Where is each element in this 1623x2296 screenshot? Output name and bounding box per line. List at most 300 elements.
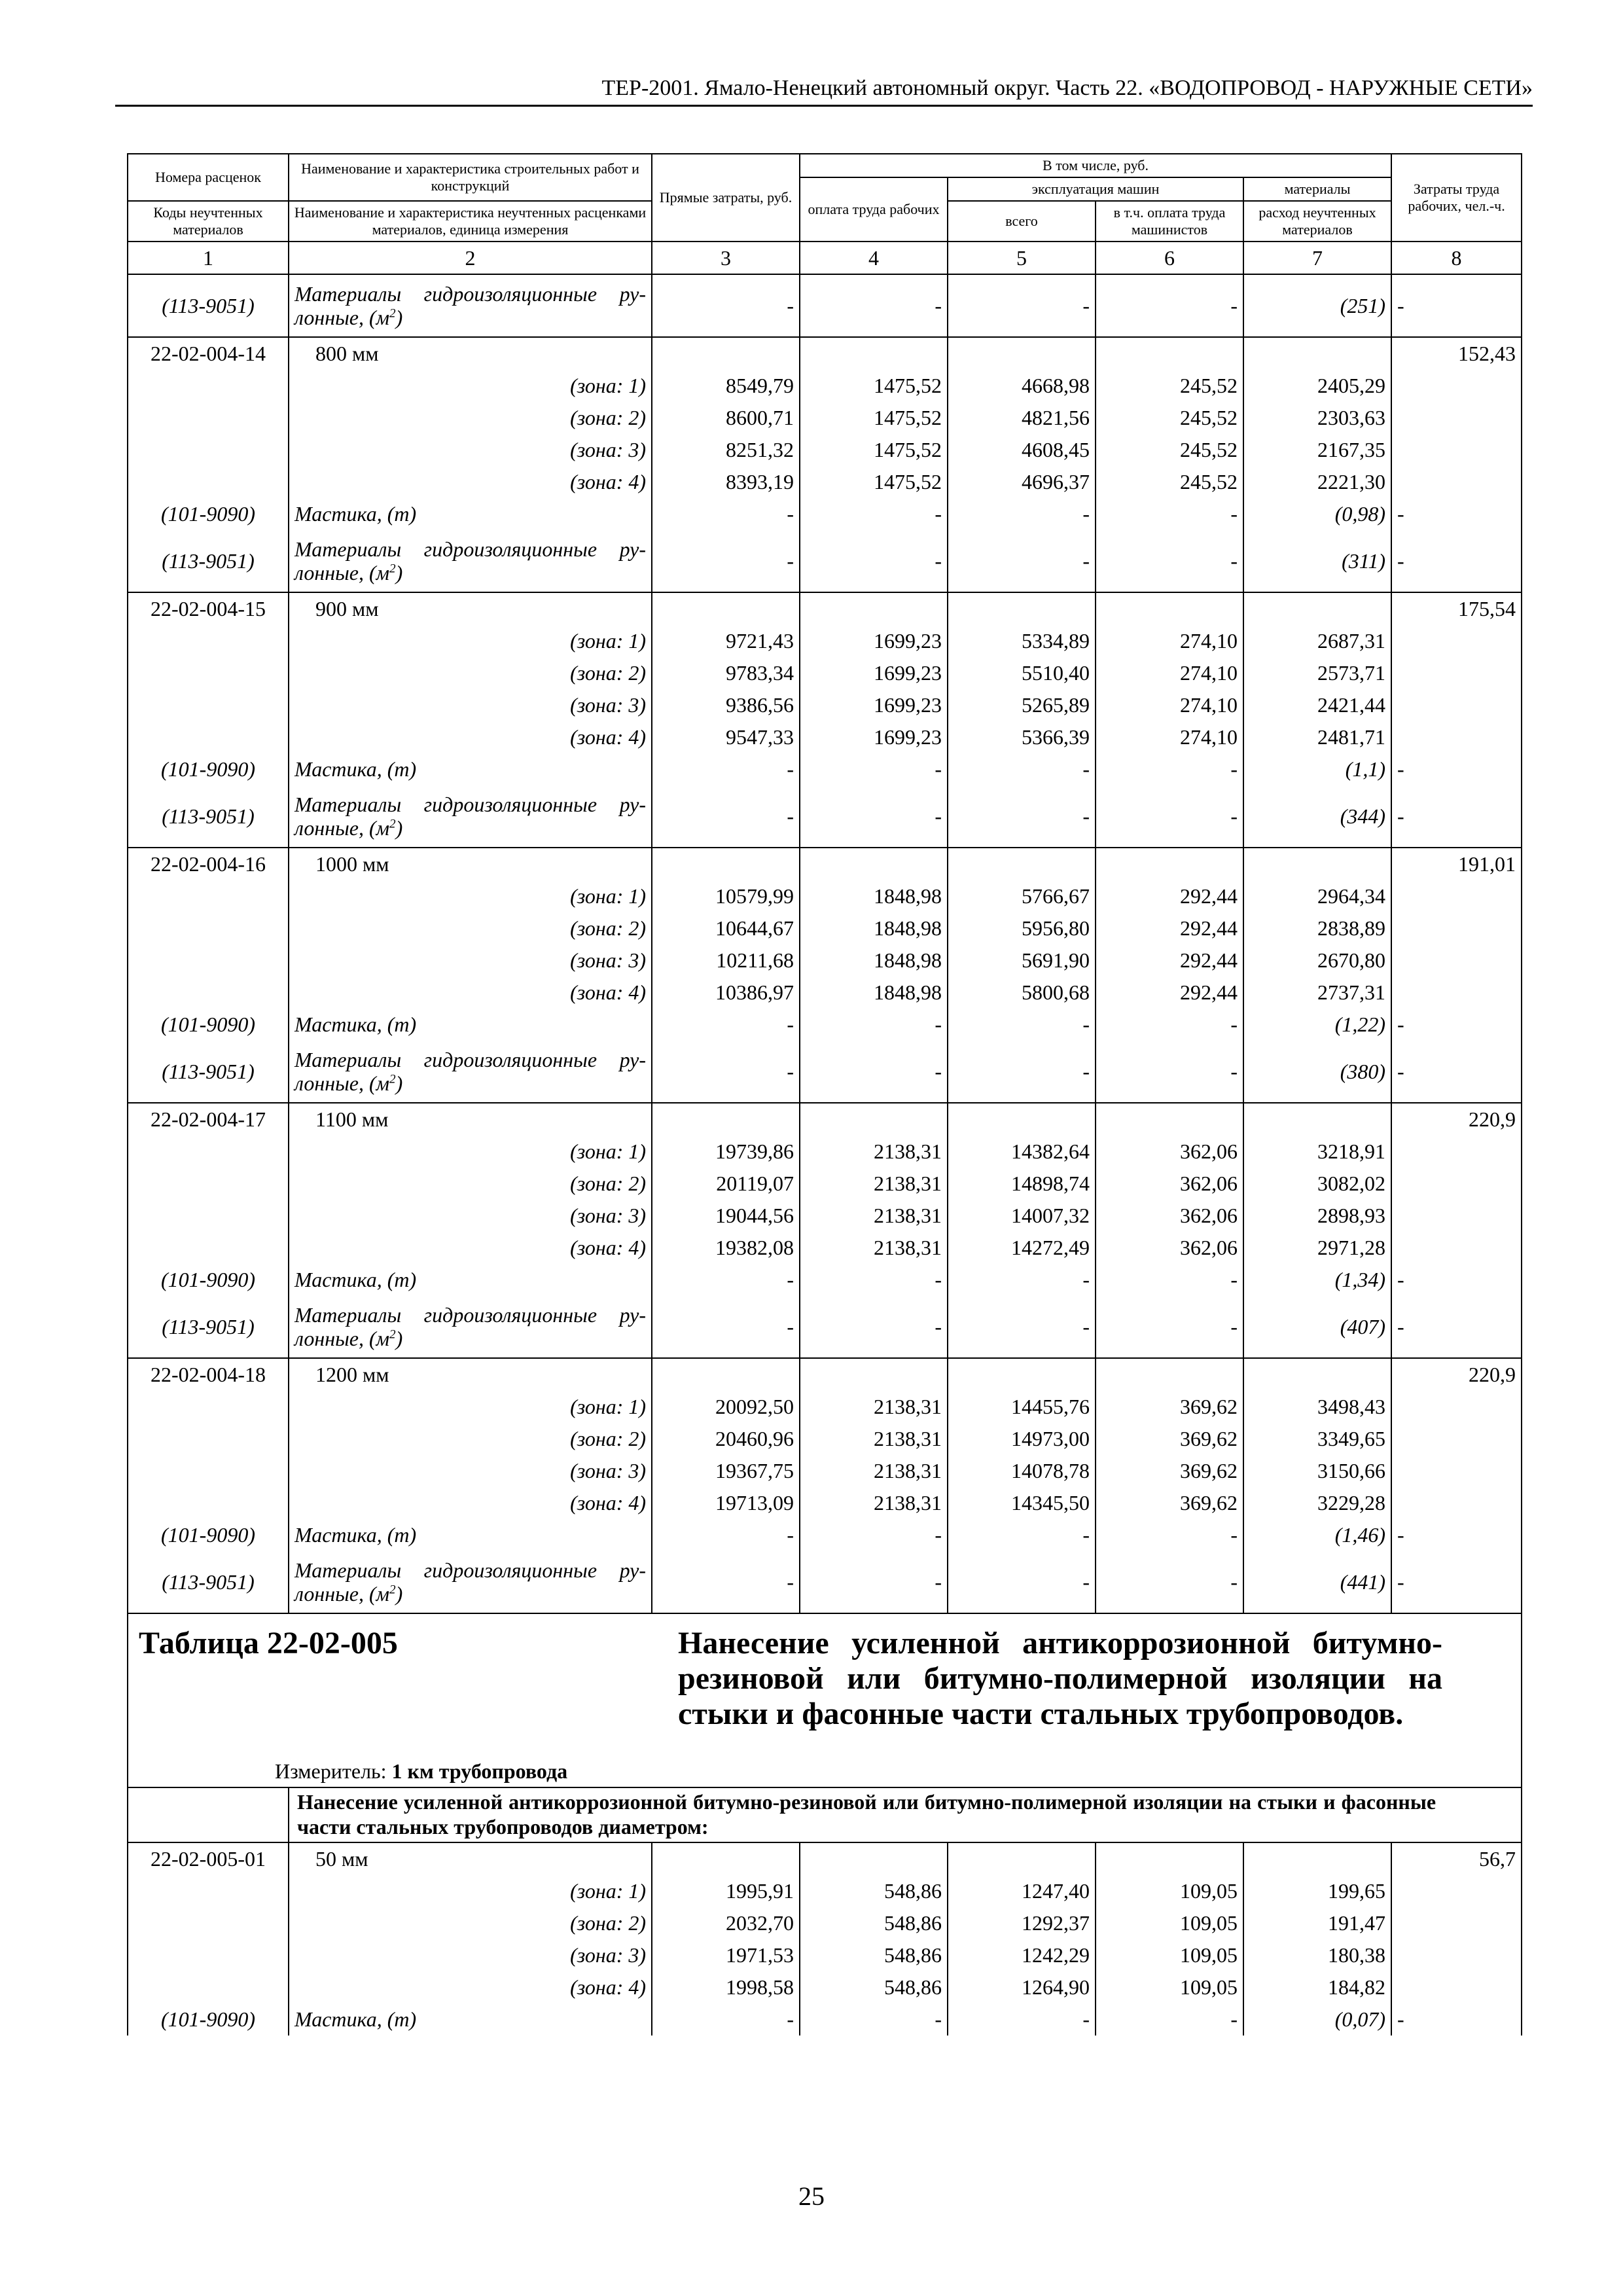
cell-material-amount: (311)	[1243, 530, 1391, 592]
empty-cell	[128, 689, 289, 721]
empty-cell	[652, 337, 800, 370]
zone-label: (зона: 1)	[289, 370, 652, 402]
cell-material-amount: (0,98)	[1243, 498, 1391, 530]
empty-cell	[948, 848, 1096, 880]
empty-cell	[128, 466, 289, 498]
cell-machinist-pay: 245,52	[1096, 402, 1243, 434]
col-index: 1	[128, 242, 289, 274]
empty-cell	[800, 1358, 948, 1391]
empty-cell	[1096, 1358, 1243, 1391]
column-index-row	[128, 242, 1522, 274]
zone-label: (зона: 1)	[289, 1136, 652, 1168]
zone-label: (зона: 3)	[289, 434, 652, 466]
cell-material-amount: (380)	[1243, 1041, 1391, 1103]
cell-materials: 2971,28	[1243, 1232, 1391, 1264]
cell-machinist-pay: 274,10	[1096, 657, 1243, 689]
empty-cell	[128, 657, 289, 689]
cell-materials: 2838,89	[1243, 912, 1391, 944]
zone-row	[128, 1168, 1522, 1200]
material-code: (113-9051)	[128, 274, 289, 337]
cell-worker-pay: -	[800, 530, 948, 592]
cell-direct-cost: -	[652, 1264, 800, 1296]
cell-worker-pay: 2138,31	[800, 1232, 948, 1264]
empty-cell	[1391, 944, 1522, 977]
head-labor: Затраты труда рабочих, чел.-ч.	[1391, 154, 1522, 242]
material-row	[128, 530, 1522, 592]
zone-row	[128, 944, 1522, 977]
cell-labor: 191,01	[1391, 848, 1522, 880]
head-machines-total: всего	[948, 201, 1096, 242]
empty-cell	[800, 1103, 948, 1136]
col-index: 2	[289, 242, 652, 274]
empty-cell	[1391, 657, 1522, 689]
empty-cell	[652, 592, 800, 625]
zone-row	[128, 1487, 1522, 1519]
cell-labor: -	[1391, 1296, 1522, 1358]
empty-cell	[948, 1103, 1096, 1136]
empty-cell	[128, 370, 289, 402]
cell-direct-cost: 1995,91	[652, 1875, 800, 1907]
material-row	[128, 1009, 1522, 1041]
zone-label: (зона: 4)	[289, 1487, 652, 1519]
cell-machines-total: 4668,98	[948, 370, 1096, 402]
empty-cell	[1391, 880, 1522, 912]
material-name: Мастика, (т)	[289, 498, 652, 530]
zone-label: (зона: 1)	[289, 1875, 652, 1907]
cell-machinist-pay: -	[1096, 2003, 1243, 2036]
cell-machines-total: -	[948, 1041, 1096, 1103]
cell-materials: 2303,63	[1243, 402, 1391, 434]
material-code: (113-9051)	[128, 785, 289, 848]
zone-label: (зона: 2)	[289, 1907, 652, 1939]
cell-worker-pay: 548,86	[800, 1971, 948, 2003]
zone-label: (зона: 3)	[289, 689, 652, 721]
cell-machines-total: -	[948, 2003, 1096, 2036]
cell-machinist-pay: 274,10	[1096, 721, 1243, 753]
cell-materials: 3229,28	[1243, 1487, 1391, 1519]
cell-machinist-pay: 245,52	[1096, 370, 1243, 402]
head-materials: материалы	[1243, 177, 1391, 201]
material-name: Материалы гидроизоляционные ру-лонные, $(м^2)$	[289, 1551, 652, 1613]
head-material-codes: Коды неучтенных материалов	[128, 201, 289, 242]
zone-row	[128, 1875, 1522, 1907]
rate-row	[128, 337, 1522, 370]
cell-worker-pay: 1699,23	[800, 721, 948, 753]
empty-cell	[652, 848, 800, 880]
cell-worker-pay: 1848,98	[800, 944, 948, 977]
rate-code: 22-02-004-15	[128, 592, 289, 625]
cell-labor: -	[1391, 530, 1522, 592]
cell-machines-total: 5956,80	[948, 912, 1096, 944]
zone-row	[128, 912, 1522, 944]
cell-worker-pay: 2138,31	[800, 1455, 948, 1487]
cell-worker-pay: -	[800, 1264, 948, 1296]
empty-cell	[1391, 1423, 1522, 1455]
zone-row	[128, 625, 1522, 657]
zone-row	[128, 402, 1522, 434]
zone-row	[128, 1907, 1522, 1939]
cell-materials: 3498,43	[1243, 1391, 1391, 1423]
cell-direct-cost: 9547,33	[652, 721, 800, 753]
cell-labor: 220,9	[1391, 1358, 1522, 1391]
material-name: Материалы гидроизоляционные ру-лонные, $(м^2)$	[289, 785, 652, 848]
cell-materials: 191,47	[1243, 1907, 1391, 1939]
empty-cell	[128, 1232, 289, 1264]
cell-machinist-pay: -	[1096, 498, 1243, 530]
cell-direct-cost: 19382,08	[652, 1232, 800, 1264]
material-code: (113-9051)	[128, 1296, 289, 1358]
material-code: (113-9051)	[128, 530, 289, 592]
zone-label: (зона: 1)	[289, 1391, 652, 1423]
cell-machinist-pay: -	[1096, 1041, 1243, 1103]
empty-cell	[1391, 466, 1522, 498]
empty-cell	[1391, 1487, 1522, 1519]
empty-cell	[800, 337, 948, 370]
cell-machinist-pay: 362,06	[1096, 1136, 1243, 1168]
cell-worker-pay: -	[800, 1519, 948, 1551]
empty-cell	[1391, 1200, 1522, 1232]
empty-cell	[1096, 1842, 1243, 1875]
cell-worker-pay: 548,86	[800, 1907, 948, 1939]
header-title: ТЕР-2001. Ямало-Ненецкий автономный округ. Часть 22. «ВОДОПРОВОД - НАРУЖНЫЕ СЕТИ»	[601, 76, 1533, 100]
cell-material-amount: (1,34)	[1243, 1264, 1391, 1296]
zone-label: (зона: 1)	[289, 880, 652, 912]
cell-machines-total: -	[948, 498, 1096, 530]
cell-direct-cost: 8251,32	[652, 434, 800, 466]
cell-machinist-pay: 369,62	[1096, 1455, 1243, 1487]
cell-direct-cost: -	[652, 785, 800, 848]
cell-machinist-pay: -	[1096, 1264, 1243, 1296]
cell-labor: 56,7	[1391, 1842, 1522, 1875]
cell-direct-cost: 20092,50	[652, 1391, 800, 1423]
cell-labor: 220,9	[1391, 1103, 1522, 1136]
empty-cell	[128, 1971, 289, 2003]
zone-label: (зона: 3)	[289, 1455, 652, 1487]
zone-label: (зона: 3)	[289, 1200, 652, 1232]
zone-row	[128, 1423, 1522, 1455]
cell-direct-cost: -	[652, 1041, 800, 1103]
empty-cell	[128, 402, 289, 434]
cell-materials: 2573,71	[1243, 657, 1391, 689]
material-name: Мастика, (т)	[289, 2003, 652, 2036]
empty-cell	[1096, 592, 1243, 625]
cell-material-amount: (1,46)	[1243, 1519, 1391, 1551]
cell-machines-total: -	[948, 1519, 1096, 1551]
cell-machines-total: 14345,50	[948, 1487, 1096, 1519]
rate-row	[128, 1358, 1522, 1391]
rate-row	[128, 592, 1522, 625]
empty-cell	[1391, 402, 1522, 434]
empty-cell	[128, 944, 289, 977]
material-code: (101-9090)	[128, 498, 289, 530]
zone-label: (зона: 1)	[289, 625, 652, 657]
cell-worker-pay: 2138,31	[800, 1168, 948, 1200]
cell-machines-total: 5334,89	[948, 625, 1096, 657]
empty-cell	[1391, 1455, 1522, 1487]
zone-label: (зона: 4)	[289, 466, 652, 498]
cell-labor: -	[1391, 1041, 1522, 1103]
cell-machinist-pay: -	[1096, 530, 1243, 592]
cell-machinist-pay: 292,44	[1096, 912, 1243, 944]
cell-direct-cost: -	[652, 2003, 800, 2036]
zone-row	[128, 721, 1522, 753]
cell-machinist-pay: 109,05	[1096, 1939, 1243, 1971]
zone-row	[128, 657, 1522, 689]
rate-name: 1100 мм	[289, 1103, 652, 1136]
cell-worker-pay: 1848,98	[800, 912, 948, 944]
material-code: (101-9090)	[128, 1009, 289, 1041]
cell-worker-pay: 1848,98	[800, 880, 948, 912]
cell-direct-cost: 10579,99	[652, 880, 800, 912]
cell-worker-pay: 1475,52	[800, 466, 948, 498]
table-number: Таблица 22-02-005	[139, 1626, 398, 1660]
rate-code: 22-02-004-18	[128, 1358, 289, 1391]
zone-row	[128, 466, 1522, 498]
cell-machinist-pay: 362,06	[1096, 1232, 1243, 1264]
cell-worker-pay: -	[800, 498, 948, 530]
cell-materials: 184,82	[1243, 1971, 1391, 2003]
cell-machines-total: 5265,89	[948, 689, 1096, 721]
head-direct-cost: Прямые затраты, руб.	[652, 154, 800, 242]
cell-machines-total: 14382,64	[948, 1136, 1096, 1168]
cell-direct-cost: 9386,56	[652, 689, 800, 721]
cell-direct-cost: 19713,09	[652, 1487, 800, 1519]
material-row	[128, 1551, 1522, 1613]
cell-machinist-pay: 369,62	[1096, 1391, 1243, 1423]
cell-machinist-pay: 274,10	[1096, 689, 1243, 721]
cell-machines-total: 5800,68	[948, 977, 1096, 1009]
empty-cell	[128, 977, 289, 1009]
rate-name: 50 мм	[289, 1842, 652, 1875]
zone-row	[128, 977, 1522, 1009]
cell-material-amount: (1,1)	[1243, 753, 1391, 785]
rate-row	[128, 848, 1522, 880]
rate-code: 22-02-004-14	[128, 337, 289, 370]
cell-direct-cost: 20119,07	[652, 1168, 800, 1200]
page-number: 25	[798, 2181, 825, 2211]
cell-worker-pay: 2138,31	[800, 1391, 948, 1423]
cell-labor: 152,43	[1391, 337, 1522, 370]
empty-cell	[948, 1358, 1096, 1391]
cell-machines-total: 14455,76	[948, 1391, 1096, 1423]
zone-label: (зона: 3)	[289, 944, 652, 977]
cell-materials: 2737,31	[1243, 977, 1391, 1009]
cell-direct-cost: -	[652, 498, 800, 530]
zone-label: (зона: 3)	[289, 1939, 652, 1971]
cell-direct-cost: -	[652, 1551, 800, 1613]
cell-material-amount: (251)	[1243, 274, 1391, 337]
empty-cell	[1243, 337, 1391, 370]
cell-machinist-pay: 362,06	[1096, 1168, 1243, 1200]
table-body	[128, 274, 1522, 1613]
cell-machines-total: -	[948, 785, 1096, 848]
cell-worker-pay: 2138,31	[800, 1423, 948, 1455]
cell-worker-pay: -	[800, 1296, 948, 1358]
cell-machines-total: 4696,37	[948, 466, 1096, 498]
head-material-names: Наименование и характеристика неучтенных расценками материалов, единица измерения	[289, 201, 652, 242]
rate-row	[128, 1842, 1522, 1875]
cell-worker-pay: -	[800, 753, 948, 785]
cell-labor: -	[1391, 1519, 1522, 1551]
empty-cell	[652, 1103, 800, 1136]
cell-machines-total: 4821,56	[948, 402, 1096, 434]
cell-worker-pay: 1475,52	[800, 434, 948, 466]
cell-machinist-pay: 109,05	[1096, 1971, 1243, 2003]
rate-code: 22-02-005-01	[128, 1842, 289, 1875]
cell-worker-pay: -	[800, 2003, 948, 2036]
zone-row	[128, 1455, 1522, 1487]
table-body-2	[128, 1842, 1522, 2036]
zone-label: (зона: 2)	[289, 1423, 652, 1455]
material-name: Мастика, (т)	[289, 1264, 652, 1296]
empty-cell	[128, 434, 289, 466]
zone-row	[128, 434, 1522, 466]
material-name: Материалы гидроизоляционные ру-лонные, $(м^2)$	[289, 274, 652, 337]
empty-cell	[1391, 912, 1522, 944]
cell-labor: -	[1391, 785, 1522, 848]
empty-cell	[1391, 434, 1522, 466]
zone-row	[128, 1200, 1522, 1232]
cell-worker-pay: -	[800, 785, 948, 848]
cell-worker-pay: 1699,23	[800, 689, 948, 721]
empty-cell	[1391, 1168, 1522, 1200]
measure-value: 1 км трубопровода	[391, 1759, 568, 1783]
empty-cell	[128, 880, 289, 912]
cell-direct-cost: 9783,34	[652, 657, 800, 689]
empty-cell	[1243, 848, 1391, 880]
empty-cell	[800, 592, 948, 625]
zone-row	[128, 1939, 1522, 1971]
cell-worker-pay: -	[800, 274, 948, 337]
empty-cell	[128, 1907, 289, 1939]
empty-cell	[1243, 1358, 1391, 1391]
cell-material-amount: (441)	[1243, 1551, 1391, 1613]
cell-materials: 2421,44	[1243, 689, 1391, 721]
cell-direct-cost: -	[652, 274, 800, 337]
cell-machinist-pay: -	[1096, 753, 1243, 785]
material-code: (101-9090)	[128, 753, 289, 785]
empty-cell	[1391, 1971, 1522, 2003]
zone-label: (зона: 2)	[289, 1168, 652, 1200]
cell-direct-cost: 1998,58	[652, 1971, 800, 2003]
rate-name: 1000 мм	[289, 848, 652, 880]
empty-cell	[948, 1842, 1096, 1875]
rate-name: 1200 мм	[289, 1358, 652, 1391]
cell-machines-total: 14898,74	[948, 1168, 1096, 1200]
empty-cell	[652, 1842, 800, 1875]
material-name: Материалы гидроизоляционные ру-лонные, $(м^2)$	[289, 530, 652, 592]
empty-cell	[1391, 370, 1522, 402]
cell-worker-pay: 1475,52	[800, 370, 948, 402]
cell-machinist-pay: 292,44	[1096, 977, 1243, 1009]
material-row	[128, 2003, 1522, 2036]
col-index: 8	[1391, 242, 1522, 274]
cell-machinist-pay: 245,52	[1096, 434, 1243, 466]
zone-row	[128, 1136, 1522, 1168]
cell-material-amount: (0,07)	[1243, 2003, 1391, 2036]
cell-labor: -	[1391, 498, 1522, 530]
cell-machinist-pay: -	[1096, 1551, 1243, 1613]
cell-materials: 2898,93	[1243, 1200, 1391, 1232]
cell-machines-total: 5510,40	[948, 657, 1096, 689]
cell-machines-total: 5366,39	[948, 721, 1096, 753]
cell-machinist-pay: -	[1096, 1296, 1243, 1358]
empty-cell	[128, 1200, 289, 1232]
zone-row	[128, 880, 1522, 912]
empty-cell	[128, 1487, 289, 1519]
rate-code: 22-02-004-16	[128, 848, 289, 880]
empty-cell	[1096, 337, 1243, 370]
col-index: 6	[1096, 242, 1243, 274]
cell-machines-total: 14973,00	[948, 1423, 1096, 1455]
col-index: 3	[652, 242, 800, 274]
cell-machines-total: -	[948, 753, 1096, 785]
rates-table	[127, 153, 1522, 2036]
material-name: Материалы гидроизоляционные ру-лонные, $(м^2)$	[289, 1296, 652, 1358]
cell-materials: 3082,02	[1243, 1168, 1391, 1200]
empty-cell	[1391, 1875, 1522, 1907]
zone-label: (зона: 2)	[289, 912, 652, 944]
head-unaccounted-materials: расход неучтенных материалов	[1243, 201, 1391, 242]
cell-direct-cost: -	[652, 1519, 800, 1551]
page-header	[115, 73, 1533, 107]
zone-label: (зона: 4)	[289, 1232, 652, 1264]
cell-worker-pay: 1699,23	[800, 657, 948, 689]
cell-direct-cost: 19044,56	[652, 1200, 800, 1232]
cell-worker-pay: 2138,31	[800, 1487, 948, 1519]
empty-cell	[1391, 1232, 1522, 1264]
zone-label: (зона: 4)	[289, 977, 652, 1009]
empty-cell	[948, 592, 1096, 625]
cell-machines-total: -	[948, 1264, 1096, 1296]
cell-machines-total: 4608,45	[948, 434, 1096, 466]
material-row	[128, 1264, 1522, 1296]
material-row	[128, 1296, 1522, 1358]
head-including: В том числе, руб.	[800, 154, 1391, 177]
cell-worker-pay: 1848,98	[800, 977, 948, 1009]
cell-direct-cost: -	[652, 1009, 800, 1041]
cell-materials: 2405,29	[1243, 370, 1391, 402]
zone-row	[128, 1971, 1522, 2003]
cell-direct-cost: 1971,53	[652, 1939, 800, 1971]
cell-direct-cost: 10386,97	[652, 977, 800, 1009]
empty-cell	[800, 1842, 948, 1875]
cell-worker-pay: 548,86	[800, 1875, 948, 1907]
empty-cell	[128, 1136, 289, 1168]
cell-worker-pay: 1475,52	[800, 402, 948, 434]
cell-machines-total: 1242,29	[948, 1939, 1096, 1971]
empty-cell	[652, 1358, 800, 1391]
zone-row	[128, 370, 1522, 402]
zone-label: (зона: 4)	[289, 721, 652, 753]
cell-worker-pay: 2138,31	[800, 1200, 948, 1232]
empty-cell	[128, 625, 289, 657]
cell-worker-pay: -	[800, 1009, 948, 1041]
material-row	[128, 498, 1522, 530]
empty-cell	[1243, 1103, 1391, 1136]
material-row	[128, 753, 1522, 785]
empty-cell	[1391, 1939, 1522, 1971]
zone-row	[128, 1232, 1522, 1264]
cell-machines-total: 14272,49	[948, 1232, 1096, 1264]
material-name: Мастика, (т)	[289, 1519, 652, 1551]
zone-row	[128, 689, 1522, 721]
cell-machines-total: 1292,37	[948, 1907, 1096, 1939]
cell-machines-total: 5766,67	[948, 880, 1096, 912]
col-index: 5	[948, 242, 1096, 274]
cell-machinist-pay: 292,44	[1096, 880, 1243, 912]
cell-direct-cost: 19367,75	[652, 1455, 800, 1487]
